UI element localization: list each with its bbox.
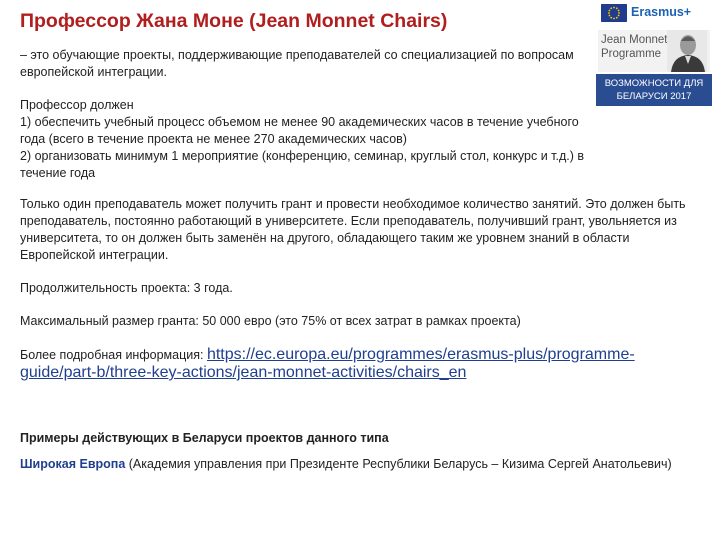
duty-item: 2) организовать минимум 1 мероприятие (конференцию, семинар, круглый стол, конкурс и т.д.) в течение года [20, 149, 585, 180]
jean-monnet-box [598, 30, 710, 72]
example-item [20, 456, 710, 473]
duties-section [20, 97, 585, 182]
chairs-info-link[interactable]: https://ec.europa.eu/programmes/erasmus-plus/programme-guide/part-b/three-key-actions/jean-monnet-activities/chairs_en [20, 346, 635, 381]
portrait-image [667, 30, 707, 72]
opportunities-banner: ВОЗМОЖНОСТИ ДЛЯ БЕЛАРУСИ 2017 [596, 74, 712, 106]
details-section [20, 196, 702, 398]
erasmus-plus-label: Erasmus+ [631, 5, 692, 19]
duration-text: Продолжительность проекта: 3 года. [20, 281, 233, 295]
erasmus-jean-monnet-logo [595, 2, 713, 105]
examples-heading: Примеры действующих в Беларуси проектов данного типа [20, 431, 389, 445]
examples-section [20, 430, 710, 473]
example-project-detail: (Академия управления при Президенте Республики Беларусь – Кизима Сергей Анатольевич) [125, 457, 672, 471]
example-project-name: Широкая Европа [20, 457, 126, 471]
page-title: Профессор Жана Моне (Jean Monnet Chairs) [20, 10, 448, 32]
eu-flag-icon [601, 4, 627, 22]
jean-monnet-label: Jean Monnet Programme [601, 34, 668, 60]
grant-rule-text: Только один преподаватель может получить грант и провести необходимое количество занятий. Это должен быть преподаватель, постоянно работающий в университете. Если преподаватель, получивший грант, увольняется из университета, то он должен быть заменён на другого, обладающего таким же уровнем знаний в области Европейской интеграции. [20, 197, 686, 262]
more-info-label: Более подробная информация: [20, 348, 207, 362]
duties-heading: Профессор должен [20, 98, 134, 112]
duty-item: 1) обеспечить учебный процесс объемом не менее 90 академических часов в течение учебного года (всего в течение проекта не менее 270 академических часов) [20, 115, 579, 146]
intro-text: – это обучающие проекты, поддерживающие преподавателей со специализацией по вопросам европейской интеграции. [20, 48, 574, 79]
more-info [20, 346, 702, 382]
max-grant-text: Максимальный размер гранта: 50 000 евро (это 75% от всех затрат в рамках проекта) [20, 314, 521, 328]
